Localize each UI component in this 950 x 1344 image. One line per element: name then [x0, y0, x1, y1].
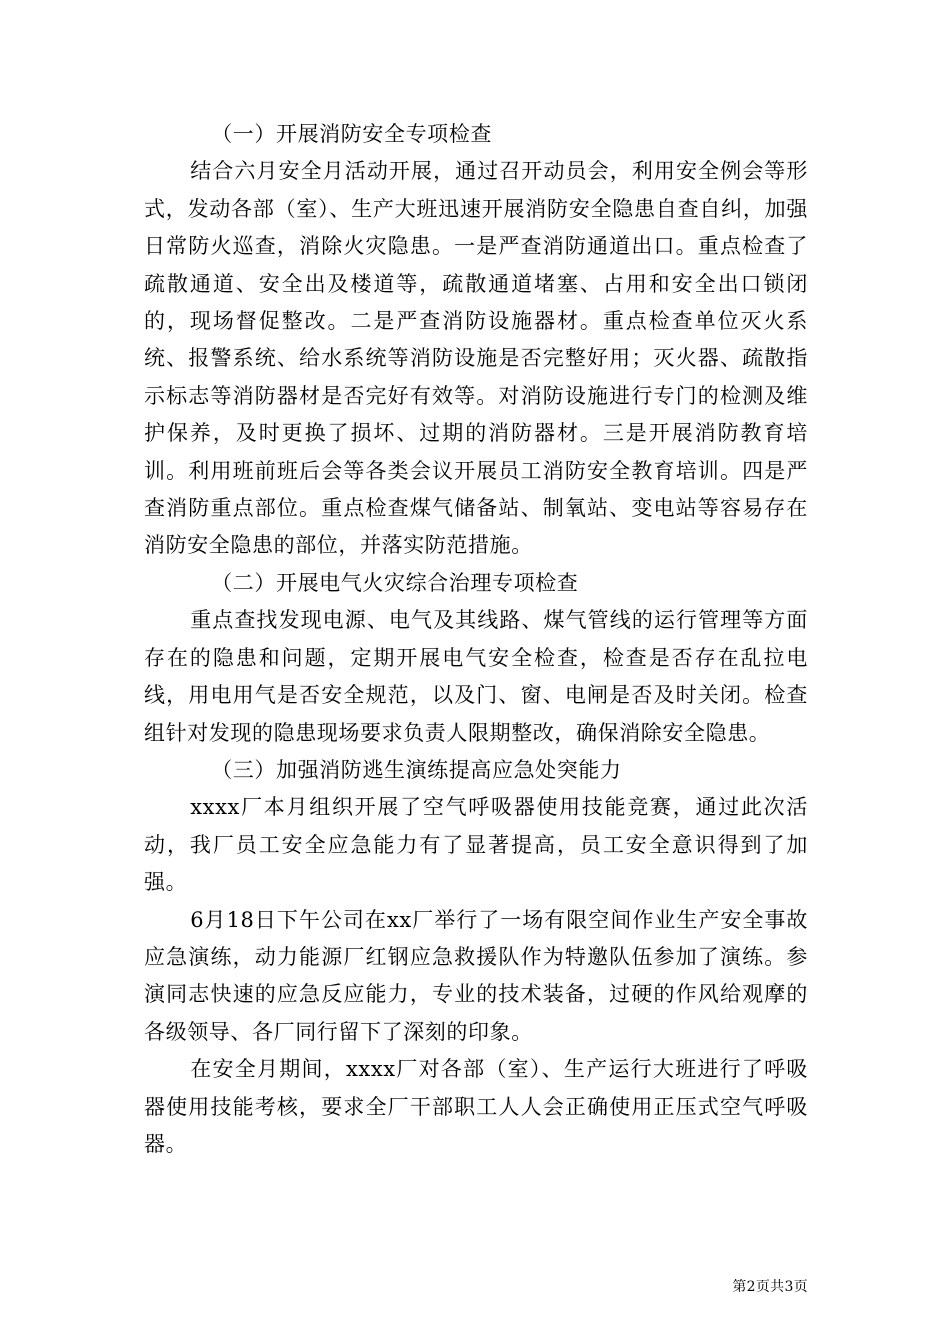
section-heading-3: （三）加强消防逃生演练提高应急处突能力 [211, 757, 622, 782]
document-body [144, 116, 808, 1163]
section-paragraph-3: xxxx厂本月组织开展了空气呼吸器使用技能竞赛，通过此次活动，我厂员工安全应急能力有了显著提高，员工安全意识得到了加强。 [144, 795, 808, 895]
section-heading-1: （一）开展消防安全专项检查 [211, 122, 492, 146]
section-paragraph-5: 在安全月期间，xxxx厂对各部（室）、生产运行大班进行了呼吸器使用技能考核，要求全厂干部职工人人会正确使用正压式空气呼吸器。 [144, 1057, 808, 1156]
page-number-footer: 第2页共3页 [732, 1279, 808, 1295]
section-paragraph-2: 重点查找发现电源、电气及其线路、煤气管线的运行管理等方面存在的隐患和问题，定期开展电气安全检查，检查是否存在乱拉电线，用电用气是否安全规范，以及门、窗、电闸是否及时关闭。检查组针对发现的隐患现场要求负责人限期整改，确保消除安全隐患。 [144, 608, 808, 745]
section-paragraph-1: 结合六月安全月活动开展，通过召开动员会，利用安全例会等形式，发动各部（室）、生产大班迅速开展消防安全隐患自查自纠，加强日常防火巡查，消除火灾隐患。一是严查消防通道出口。重点检查了疏散通道、安全出及楼道等，疏散通道堵塞、占用和安全出口锁闭的，现场督促整改。二是严查消防设施器材。重点检查单位灭火系统、报警系统、给水系统等消防设施是否完整好用；灭火器、疏散指示标志等消防器材是否完好有效等。对消防设施进行专门的检测及维护保养，及时更换了损坏、过期的消防器材。三是开展消防教育培训。利用班前班后会等各类会议开展员工消防安全教育培训。四是严查消防重点部位。重点检查煤气储备站、制氧站、变电站等容易存在消防安全隐患的部位，并落实防范措施。 [144, 159, 808, 558]
section-paragraph-4: 6月18日下午公司在xx厂举行了一场有限空间作业生产安全事故应急演练，动力能源厂红钢应急救援队作为特邀队伍参加了演练。参演同志快速的应急反应能力，专业的技术装备，过硬的作风给观摩的各级领导、各厂同行留下了深刻的印象。 [144, 907, 808, 1044]
section-heading-2: （二）开展电气火灾综合治理专项检查 [211, 570, 579, 595]
